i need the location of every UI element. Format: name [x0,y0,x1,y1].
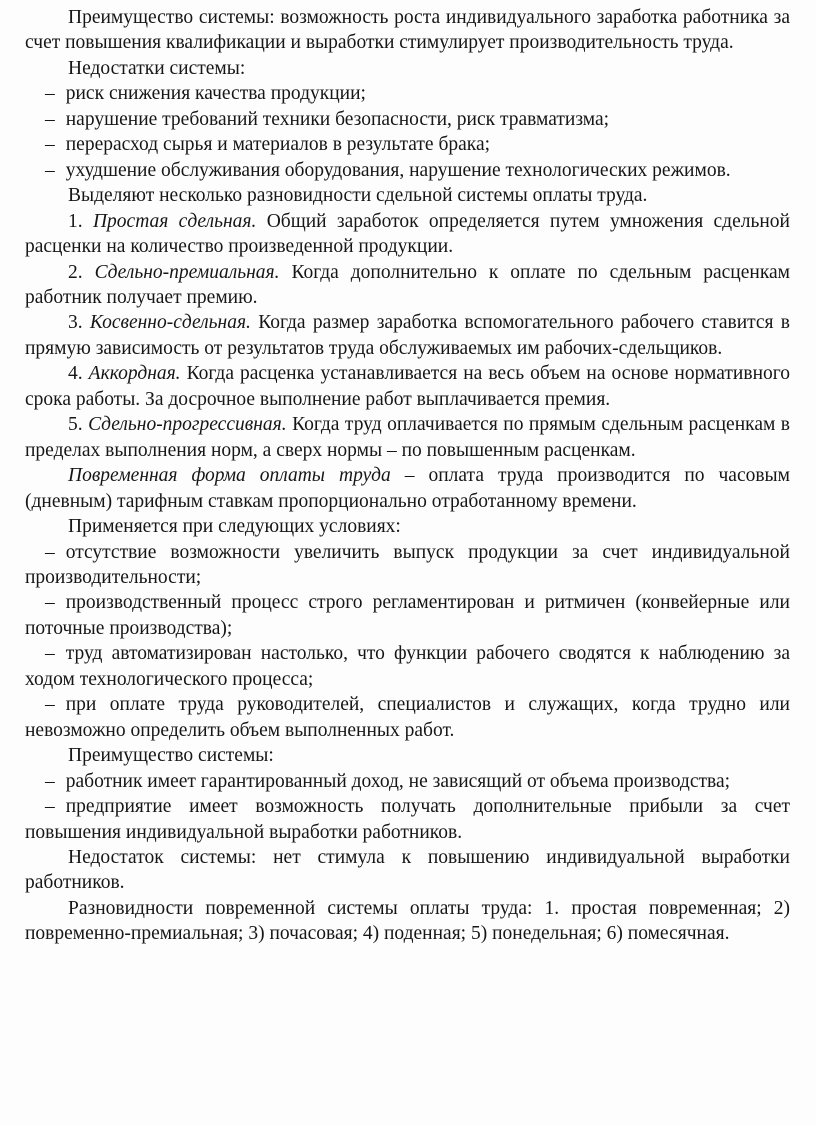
item-term: Сдельно-прогрессивная. [88,414,287,436]
timebased-term: Повременная форма оплаты труда [68,465,391,487]
para-conditions-heading [25,514,790,539]
bullet-item-managers-pay [25,692,790,743]
bullet-item-automated-labor [25,641,790,692]
para-piecework-kinds-intro [25,183,790,208]
bullet-dash: – [45,541,55,563]
bullet-item-material-overuse [25,132,790,157]
heading-text: Преимущество системы: [68,745,274,767]
bullet-text: отсутствие возможности увеличить выпуск продукции за счет индивидуальной производительности; [25,541,790,588]
item-number: 1. [68,210,83,232]
item-number: 2. [68,261,83,283]
para-text: Разновидности повременной системы оплаты труда: 1. простая повременная; 2) повременно-премиальная; 3) почасовая; 4) поденная; 5) понедельная; 6) помесячная. [25,897,790,945]
item-text: Общий заработок определяется путем умножения сдельной расценки на количество произведенной продукции. [25,210,790,258]
bullet-dash: – [45,592,55,614]
para-timebased-disadvantage [25,845,790,896]
item-number: 3. [68,312,83,334]
bullet-text: перерасход сырья и материалов в результате брака; [65,134,491,156]
item-term: Аккордная. [88,363,181,385]
bullet-dash: – [45,159,55,181]
bullet-item-regulated-process [25,590,790,641]
bullet-item-safety-risk [25,107,790,132]
item-term: Косвенно-сдельная. [89,312,251,334]
bullet-item-extra-profit [25,794,790,845]
bullet-dash: – [45,108,55,130]
item-text: Когда размер заработка вспомогательного рабочего ставится в прямую зависимость от результатов труда обслуживаемых им рабочих-сдельщиков. [25,312,790,359]
bullet-dash: – [45,796,55,818]
numbered-item-lump-sum [25,361,790,412]
para-disadvantages-heading [25,56,790,81]
numbered-item-progressive-piecework [25,412,790,463]
para-timebased-definition [25,463,790,514]
item-number: 4. [68,363,83,385]
item-text: Когда труд оплачивается по прямым сдельным расценкам в пределах выполнения норм, а сверх нормы – по повышенным расценкам. [25,414,790,461]
bullet-item-guaranteed-income [25,769,790,794]
bullet-text: риск снижения качества продукции; [65,83,366,105]
item-term: Сдельно-премиальная. [94,261,280,283]
bullet-text: при оплате труда руководителей, специалистов и служащих, когда трудно или невозможно определить объем выполненных работ. [25,694,790,741]
bullet-text: работник имеет гарантированный доход, не зависящий от объема производства; [65,770,731,792]
para-text: Выделяют несколько разновидности сдельной системы оплаты труда. [68,185,648,207]
bullet-item-no-output-increase [25,540,790,591]
bullet-dash: – [45,694,55,716]
bullet-text: труд автоматизирован настолько, что функции рабочего сводятся к наблюдению за ходом технологического процесса; [25,643,790,690]
bullet-text: ухудшение обслуживания оборудования, нарушение технологических режимов. [65,159,731,181]
bullet-dash: – [45,134,55,156]
para-timebased-kinds [25,896,790,947]
bullet-item-equipment-degradation [25,158,790,183]
item-text: Когда расценка устанавливается на весь объем на основе нормативного срока работы. За досрочное выполнение работ выплачивается премия. [25,363,791,410]
bullet-dash: – [45,643,55,665]
bullet-text: производственный процесс строго регламентирован и ритмичен (конвейерные или поточные производства); [25,592,790,639]
numbered-item-simple-piecework [25,209,790,260]
heading-text: Применяется при следующих условиях: [68,516,401,538]
bullet-text: нарушение требований техники безопасности, риск травматизма; [65,108,610,130]
numbered-item-indirect-piecework [25,310,790,361]
heading-text: Недостатки системы: [68,57,246,79]
item-number: 5. [68,414,83,436]
timebased-text: – оплата труда производится по часовым (дневным) тарифным ставкам пропорционально отработанному времени. [25,465,790,512]
para-text: Недостаток системы: нет стимула к повышению индивидуальной выработки работников. [25,846,790,894]
bullet-dash: – [45,770,55,792]
numbered-item-piecework-bonus [25,260,790,311]
para-text: Преимущество системы: возможность роста индивидуального заработка работника за счет повышения квалификации и выработки стимулирует производительность труда. [25,7,790,54]
item-term: Простая сдельная. [92,210,257,232]
item-text: Когда дополнительно к оплате по сдельным расценкам работник получает премию. [25,261,790,308]
para-advantage-piecework [25,5,790,56]
bullet-item-quality-risk [25,81,790,106]
bullet-dash: – [45,83,55,105]
bullet-text: предприятие имеет возможность получать дополнительные прибыли за счет повышения индивидуальной выработки работников. [25,796,790,843]
para-advantage-heading [25,743,790,768]
